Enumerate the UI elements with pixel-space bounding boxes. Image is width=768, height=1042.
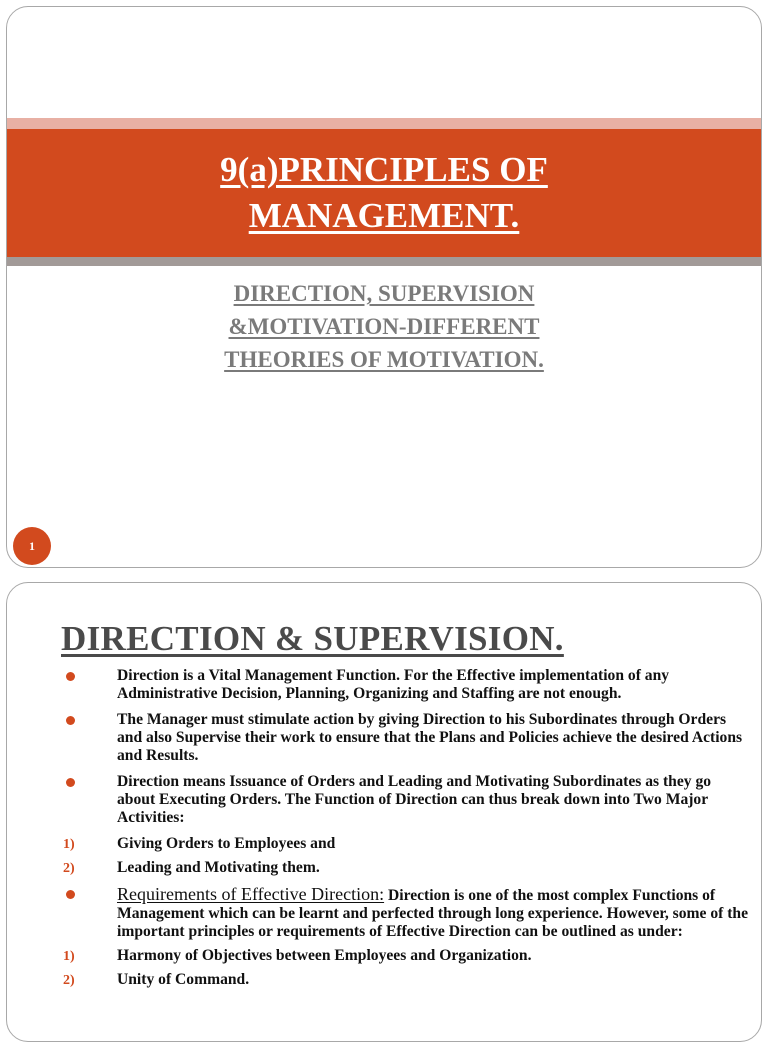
item-text: Leading and Motivating them. bbox=[117, 859, 320, 876]
bullet-item bbox=[63, 667, 753, 703]
item-text: Unity of Command. bbox=[117, 971, 250, 988]
slide-2 bbox=[6, 582, 762, 1042]
item-number: 2) bbox=[63, 973, 75, 988]
subtitle-line-3: THEORIES OF MOTIVATION. bbox=[224, 347, 544, 372]
bullet-text: The Manager must stimulate action by giving Direction to his Subordinates through Orders and also Supervise their work to ensure that the Plans and Policies achieve the desired Actions and Results. bbox=[117, 711, 743, 764]
slide-2-title: DIRECTION & SUPERVISION. bbox=[61, 619, 564, 658]
item-number: 1) bbox=[63, 837, 75, 852]
item-number: 1) bbox=[63, 949, 75, 964]
item-text: Giving Orders to Employees and bbox=[117, 835, 336, 852]
slide-1 bbox=[6, 6, 762, 568]
subtitle-line-2: &MOTIVATION-DIFFERENT bbox=[228, 314, 540, 339]
page-number-badge: 1 bbox=[13, 527, 51, 565]
slide-1-subtitle bbox=[7, 277, 761, 376]
numbered-item bbox=[63, 859, 753, 877]
title-line-2: MANAGEMENT. bbox=[248, 196, 520, 235]
bullet-item bbox=[63, 711, 753, 765]
bullet-dot-icon bbox=[66, 890, 75, 899]
title-band-bottom-stripe bbox=[7, 257, 761, 266]
requirements-text: Direction is one of the most complex Functions of Management which can be learnt and perfected through long experience. However, some of the important principles or requirements of Effective Direction can be outlined as under: bbox=[117, 887, 749, 940]
title-line-1: 9(a)PRINCIPLES OF bbox=[220, 150, 548, 189]
slide-1-title bbox=[220, 147, 548, 239]
item-number: 2) bbox=[63, 861, 75, 876]
numbered-item bbox=[63, 835, 753, 853]
item-text: Harmony of Objectives between Employees and Organization. bbox=[117, 947, 532, 964]
bullet-dot-icon bbox=[66, 778, 75, 787]
bullet-dot-icon bbox=[66, 716, 75, 725]
title-band-top-stripe bbox=[7, 118, 761, 129]
subtitle-line-1: DIRECTION, SUPERVISION bbox=[233, 281, 535, 306]
numbered-item bbox=[63, 971, 753, 989]
requirements-heading: Requirements of Effective Direction: bbox=[117, 884, 385, 904]
bullet-text: Direction means Issuance of Orders and Leading and Motivating Subordinates as they go about Executing Orders. The Function of Direction can thus break down into Two Major Activities: bbox=[117, 773, 712, 826]
numbered-item bbox=[63, 947, 753, 965]
bullet-item bbox=[63, 885, 753, 941]
bullet-item bbox=[63, 773, 753, 827]
title-band bbox=[7, 129, 761, 257]
bullet-text: Direction is a Vital Management Function. For the Effective implementation of any Administrative Decision, Planning, Organizing and Staffing are not enough. bbox=[117, 667, 670, 702]
slide-2-content bbox=[63, 667, 753, 989]
bullet-dot-icon bbox=[66, 672, 75, 681]
